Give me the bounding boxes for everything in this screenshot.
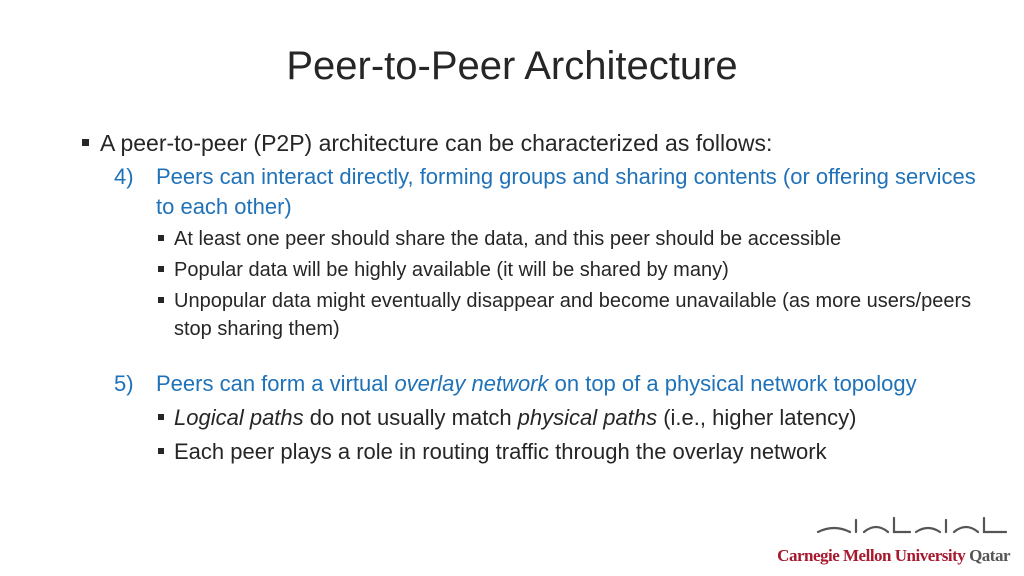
- arabic-wordmark-icon: [814, 514, 1010, 538]
- intro-text: A peer-to-peer (P2P) architecture can be characterized as follows:: [100, 130, 773, 156]
- square-bullet-icon: [158, 297, 164, 303]
- sub-text: Unpopular data might eventually disappear and become unavailable (as more users/peers stop sharing them): [174, 290, 972, 340]
- slide-title: Peer-to-Peer Architecture: [286, 44, 738, 88]
- point-4-sub-3: [82, 287, 982, 343]
- point-4-number: 4): [114, 164, 134, 189]
- point-4-sub-1: [82, 225, 982, 253]
- logo-name: Carnegie Mellon University: [777, 546, 966, 565]
- sub-text: Popular data will be highly available (it will be shared by many): [174, 259, 729, 281]
- point-4: [82, 162, 982, 222]
- point-5: [82, 369, 982, 399]
- sub-text: At least one peer should share the data, and this peer should be accessible: [174, 228, 842, 250]
- logo-wordmark: [777, 546, 1010, 566]
- square-bullet-icon: [158, 414, 164, 420]
- sub-text-mid: do not usually match: [303, 405, 518, 430]
- sub-text: Each peer plays a role in routing traffic through the overlay network: [174, 439, 827, 464]
- sub-text-end: (i.e., higher latency): [657, 405, 857, 430]
- point-4-sub-2: [82, 256, 982, 284]
- square-bullet-icon: [158, 266, 164, 272]
- physical-paths-term: physical paths: [517, 405, 658, 430]
- logical-paths-term: Logical paths: [174, 405, 304, 430]
- square-bullet-icon: [158, 235, 164, 241]
- point-5-emphasis: overlay network: [394, 371, 549, 396]
- point-4-text: Peers can interact directly, forming groups and sharing contents (or offering services to each other): [156, 164, 976, 219]
- point-5-sub-1: [82, 403, 982, 433]
- square-bullet-icon: [82, 139, 89, 146]
- square-bullet-icon: [158, 448, 164, 454]
- point-5-number: 5): [114, 371, 134, 396]
- point-5-sub-2: [82, 437, 982, 467]
- spacer: [82, 343, 982, 369]
- logo-location: Qatar: [969, 546, 1010, 565]
- intro-bullet: [82, 128, 982, 158]
- slide-content: [82, 128, 982, 467]
- cmu-qatar-logo: [777, 514, 1010, 566]
- point-5-text-after: on top of a physical network topology: [548, 371, 917, 396]
- point-5-text-before: Peers can form a virtual: [156, 371, 395, 396]
